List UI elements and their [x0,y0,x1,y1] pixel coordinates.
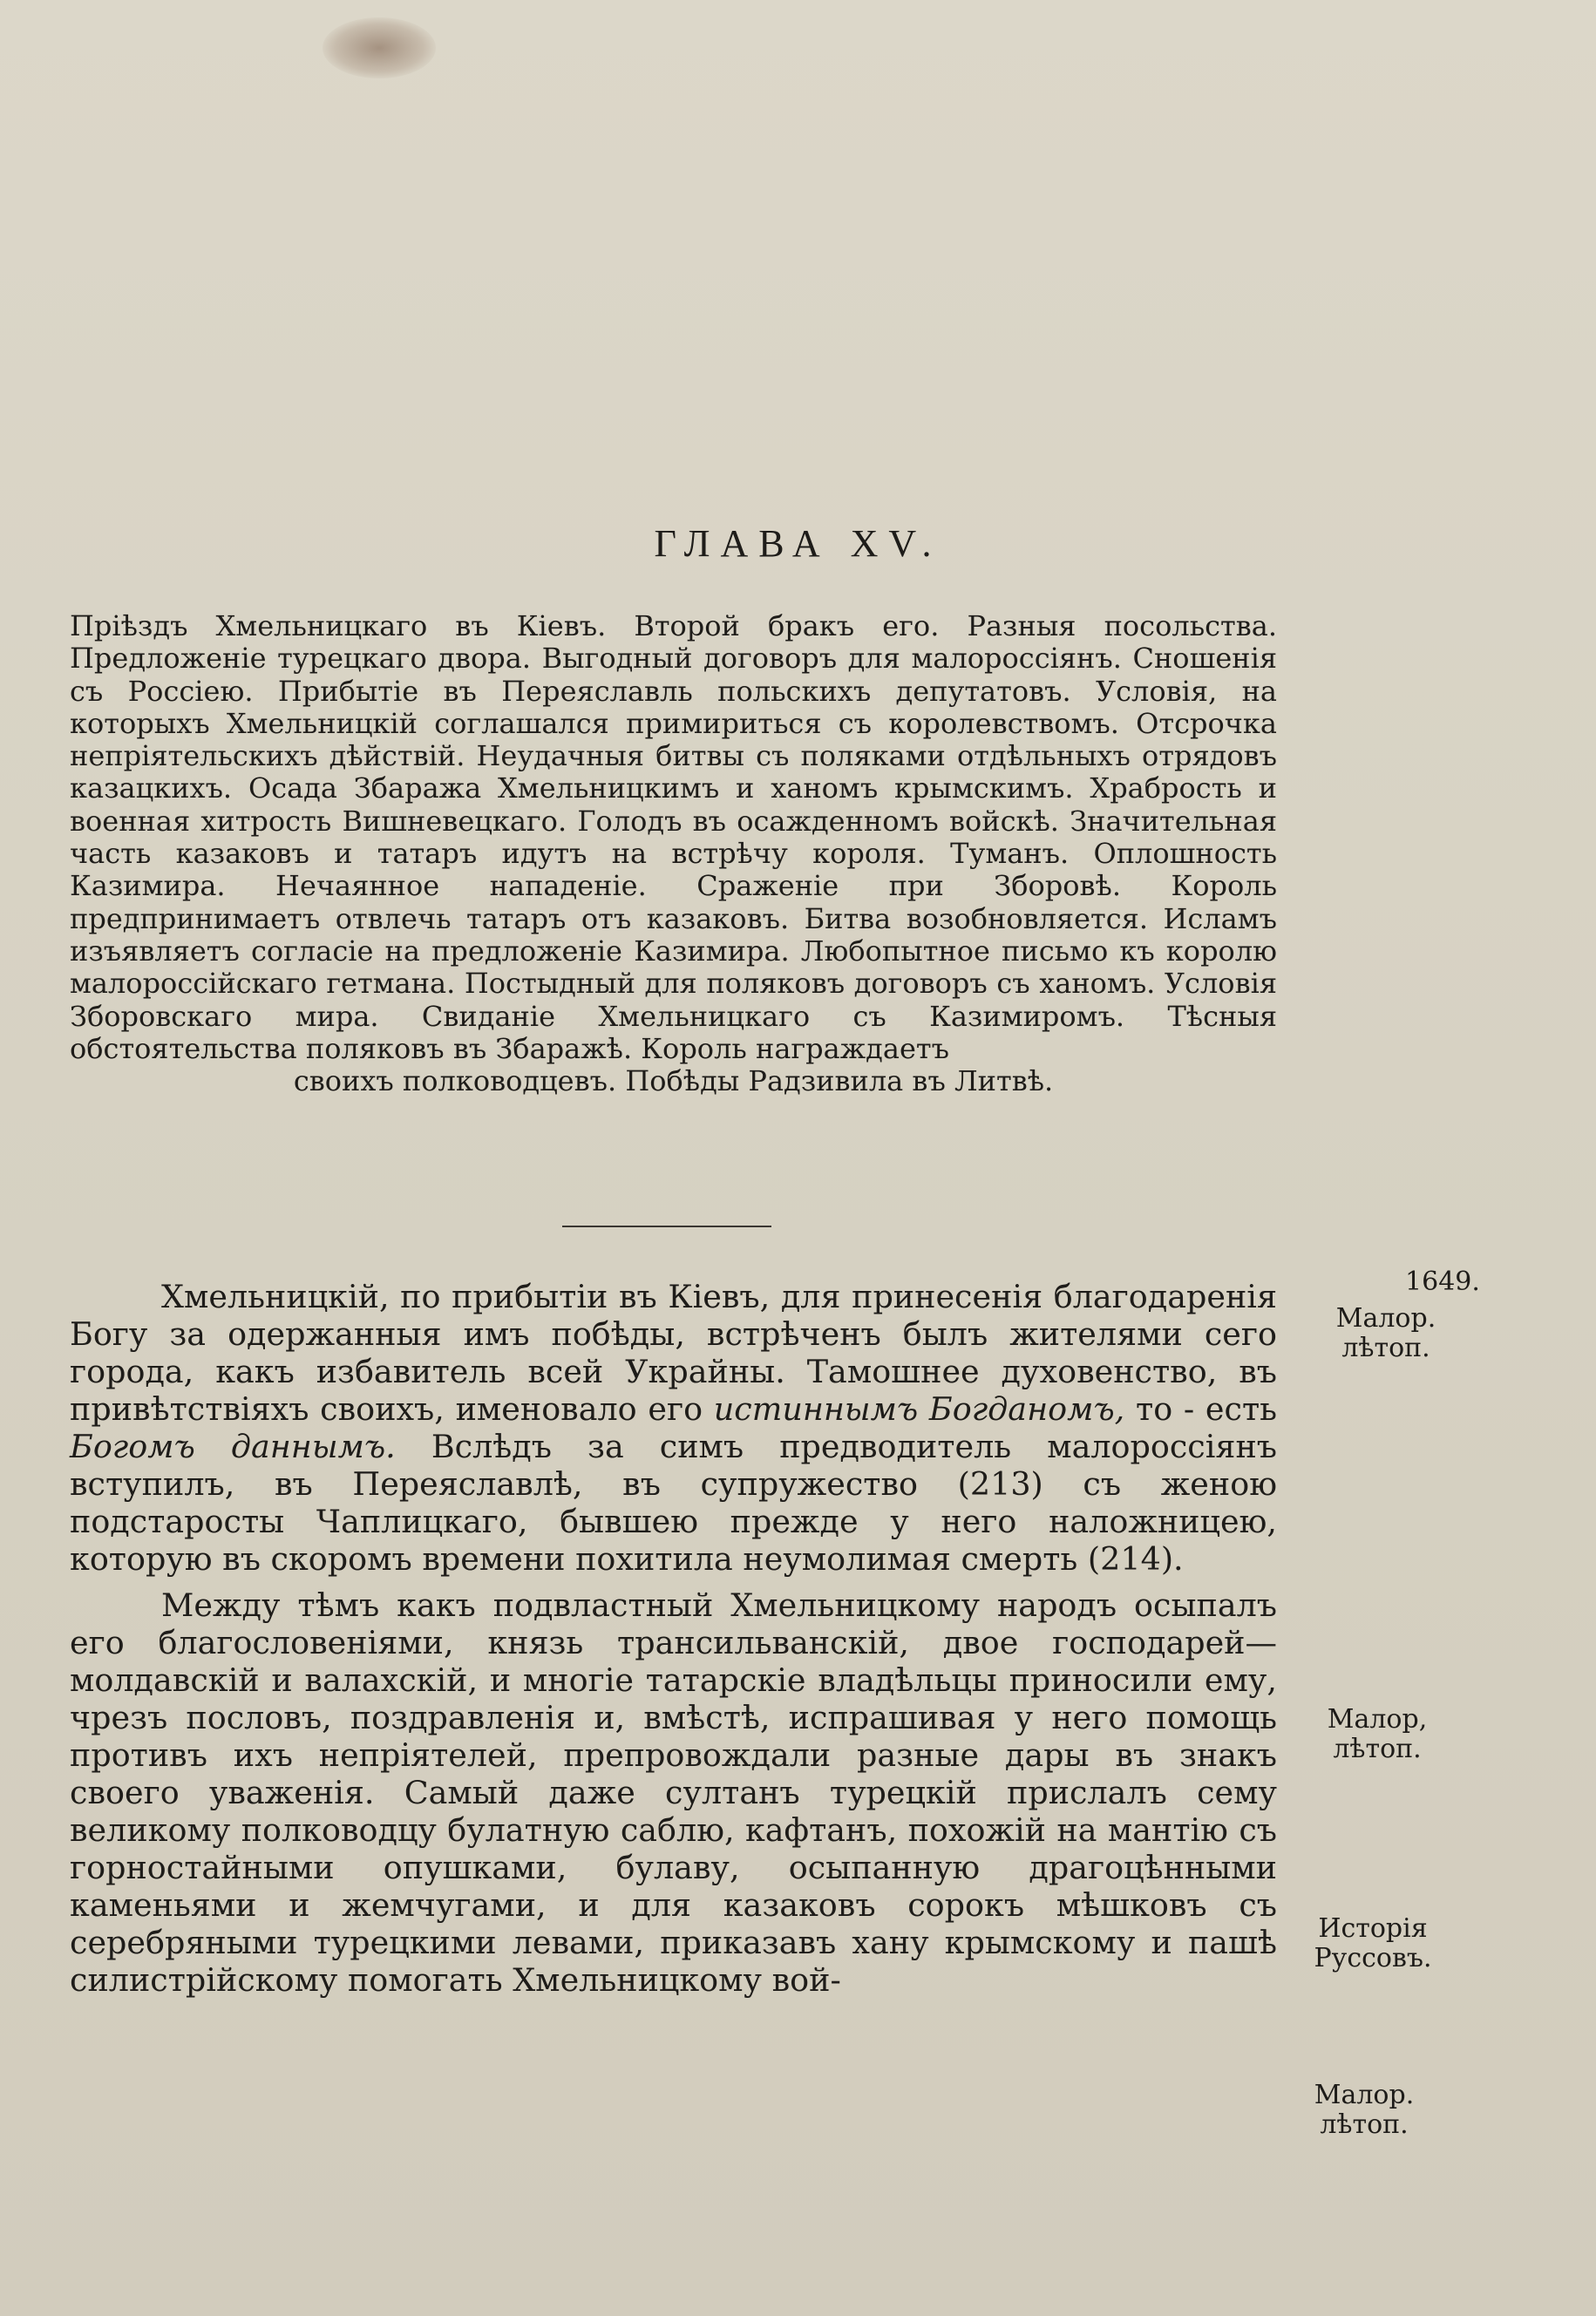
paragraph-1-part-3: Вслѣдъ за симъ предводитель малороссiянъ вступилъ, въ Переяславлѣ, въ супружество (213) съ женою подстаросты Чаплицкаго, бывшею прежде у него наложницею, которую въ скоромъ времени похитила неумолимая смерть (214). [70,1428,1277,1578]
chapter-title: ГЛАВА XV. [654,522,942,565]
margin-note-source-3: Исторiя Руссовъ. [1314,1913,1432,1973]
chapter-summary [70,610,1277,1097]
paragraph-1-italic-1: истиннымъ Богданомъ, [713,1390,1125,1428]
paragraph-2: Между тѣмъ какъ подвластный Хмельницкому народъ осыпалъ его благословенiями, князь трансильванскiй, двое господарей—молдавскiй и валахскiй, и многiе татарскiе владѣльцы приносили ему, чрезъ пословъ, поздравленiя и, вмѣстѣ, испрашивая у него помощь противъ ихъ непрiятелей, препровождали разные дары въ знакъ своего уваженiя. Самый даже султанъ турецкiй прислалъ сему великому полководцу булатную саблю, кафтанъ, похожiй на мантiю съ горностайными опушками, булаву, осыпанную драгоцѣнными каменьями и жемчугами, и для казаковъ сорокъ мѣшковъ съ серебряными турецкими левами, приказавъ хану крымскому и пашѣ силистрiйскому помогать Хмельницкому вой- [70,1586,1277,1999]
margin-note-source-4: Малор. лѣтоп. [1314,2080,1415,2140]
margin-note-year: 1649. [1405,1267,1480,1297]
paragraph-1-italic-2: Богомъ даннымъ. [70,1428,396,1465]
main-text [70,1278,1277,2007]
section-divider [562,1226,771,1227]
paragraph-1 [70,1278,1277,1578]
chapter-summary-text: Прiѣздъ Хмельницкаго въ Кiевъ. Второй бракъ его. Разныя посольства. Предложенiе турецкаго двора. Выгодный договоръ для малороссiянъ. Сношенiя съ Россiею. Прибытiе въ Переяславль польскихъ депутатовъ. Условiя, на которыхъ Хмельницкiй соглашался примириться съ королевствомъ. Отсрочка непрiятельскихъ дѣйствiй. Неудачныя битвы съ поляками отдѣльныхъ отрядовъ казацкихъ. Осада Збаража Хмельницкимъ и ханомъ крымскимъ. Храбрость и военная хитрость Вишневецкаго. Голодъ въ осажденномъ войскѣ. Значительная часть казаковъ и татаръ идутъ на встрѣчу короля. Туманъ. Оплошность Казимира. Нечаянное нападенiе. Сраженiе при Зборовѣ. Король предпринимаетъ отвлечь татаръ отъ казаковъ. Битва возобновляется. Исламъ изъявляетъ согласiе на предложенiе Казимира. Любопытное письмо къ королю малороссiйскаго гетмана. Постыдный для поляковъ договоръ съ ханомъ. Условiя Зборовскаго мира. Свиданiе Хмельницкаго съ Казимиромъ. Тѣсныя обстоятельства поляковъ въ Збаражѣ. Король награждаетъ [70,609,1277,1065]
margin-note-source-1: Малор. лѣтоп. [1335,1303,1436,1363]
paper-stain [323,17,436,78]
chapter-summary-last-line: своихъ полководцевъ. Побѣды Радзивила въ Литвѣ. [293,1064,1054,1098]
paragraph-1-part-2: то - есть [1124,1390,1278,1428]
margin-note-source-2: Малор, лѣтоп. [1327,1704,1428,1764]
paragraph-1-part-1: Хмельницкiй, по прибытiи въ Кiевъ, для принесенiя благодаренiя Богу за одержанныя имъ побѣды, встрѣченъ былъ жителями сего города, какъ избавитель всей Украйны. Тамошнее духовенство, въ привѣтствiяхъ своихъ, именовало его [70,1278,1277,1428]
